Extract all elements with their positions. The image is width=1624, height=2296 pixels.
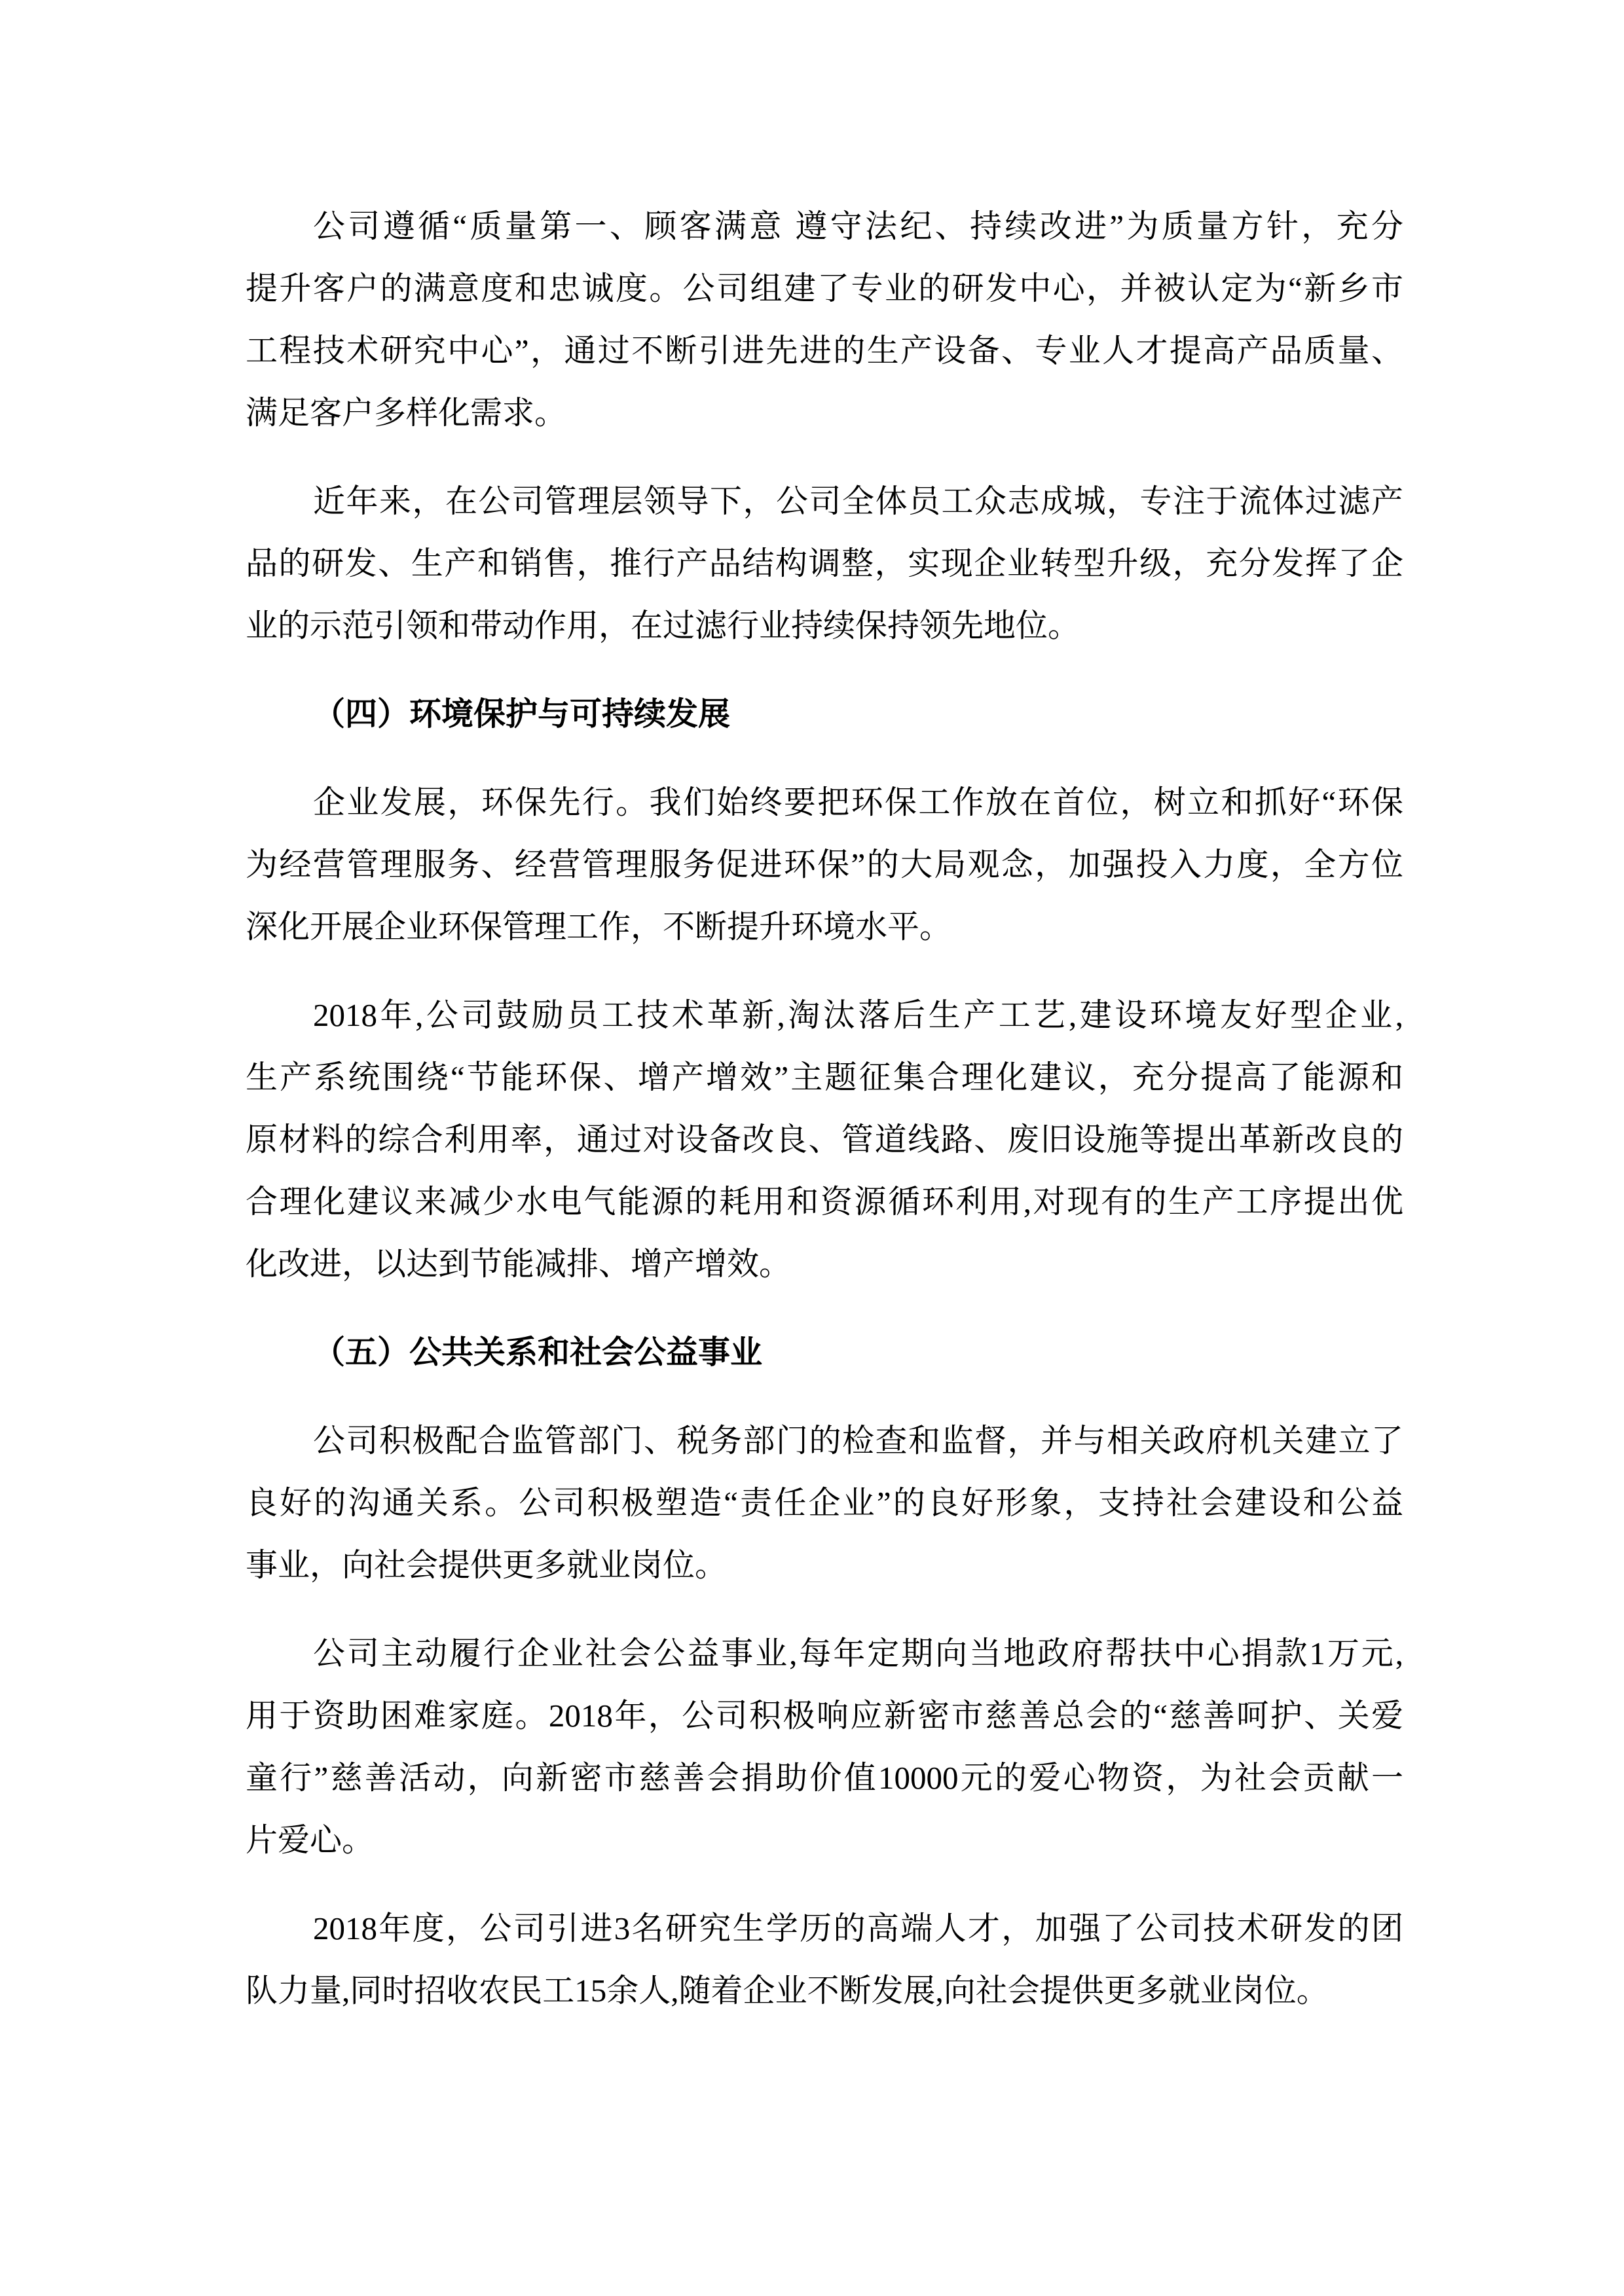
text-line: 生产系统围绕“节能环保、增产增效”主题征集合理化建议，充分提高了能源和 bbox=[246, 1059, 1403, 1095]
text-line: 事业，向社会提供更多就业岗位。 bbox=[246, 1547, 728, 1583]
text-line: 为经营管理服务、经营管理服务促进环保”的大局观念，加强投入力度，全方位 bbox=[246, 847, 1403, 883]
text-line: 业的示范引领和带动作用，在过滤行业持续保持领先地位。 bbox=[246, 608, 1080, 644]
section-heading: （四）环境保护与可持续发展 bbox=[313, 696, 731, 732]
text-line: 合理化建议来减少水电气能源的耗用和资源循环利用,对现有的生产工序提出优 bbox=[246, 1184, 1403, 1220]
paragraph bbox=[246, 1897, 1403, 2022]
text-line: 2018年度，公司引进3名研究生学历的高端人才，加强了公司技术研发的团 bbox=[313, 1910, 1403, 1946]
text-line: 2018年,公司鼓励员工技术革新,淘汰落后生产工艺,建设环境友好型企业, bbox=[313, 997, 1403, 1033]
text-line: 近年来，在公司管理层领导下，公司全体员工众志成城，专注于流体过滤产 bbox=[313, 483, 1403, 519]
paragraph bbox=[246, 1622, 1403, 1871]
text-line: 公司积极配合监管部门、税务部门的检查和监督，并与相关政府机关建立了 bbox=[313, 1423, 1403, 1459]
section-heading: （五）公共关系和社会公益事业 bbox=[313, 1334, 763, 1370]
paragraph bbox=[246, 1410, 1403, 1596]
paragraph bbox=[246, 195, 1403, 444]
text-line: 品的研发、生产和销售，推行产品结构调整，实现企业转型升级，充分发挥了企 bbox=[246, 545, 1403, 581]
text-line: 化改进，以达到节能减排、增产增效。 bbox=[246, 1246, 792, 1282]
text-line: 工程技术研究中心”，通过不断引进先进的生产设备、专业人才提高产品质量、 bbox=[246, 333, 1403, 369]
text-line: 片爱心。 bbox=[246, 1822, 375, 1858]
paragraph bbox=[246, 771, 1403, 958]
text-line: 企业发展，环保先行。我们始终要把环保工作放在首位，树立和抓好“环保 bbox=[313, 784, 1403, 820]
paragraph bbox=[246, 984, 1403, 1295]
text-line: 队力量,同时招收农民工15余人,随着企业不断发展,向社会提供更多就业岗位。 bbox=[246, 1973, 1329, 2009]
document-content bbox=[246, 195, 1403, 2048]
text-line: 用于资助困难家庭。2018年，公司积极响应新密市慈善总会的“慈善呵护、关爱 bbox=[246, 1698, 1403, 1734]
text-line: 原材料的综合利用率，通过对设备改良、管道线路、废旧设施等提出革新改良的 bbox=[246, 1121, 1403, 1157]
text-line: 公司遵循“质量第一、顾客满意 遵守法纪、持续改进”为质量方针，充分 bbox=[313, 208, 1403, 244]
text-line: 满足客户多样化需求。 bbox=[246, 395, 567, 431]
text-line: 良好的沟通关系。公司积极塑造“责任企业”的良好形象，支持社会建设和公益 bbox=[246, 1485, 1403, 1521]
paragraph bbox=[246, 470, 1403, 657]
text-line: 提升客户的满意度和忠诚度。公司组建了专业的研发中心，并被认定为“新乡市 bbox=[246, 270, 1403, 306]
text-line: 童行”慈善活动，向新密市慈善会捐助价值10000元的爱心物资，为社会贡献一 bbox=[246, 1760, 1403, 1796]
text-line: 深化开展企业环保管理工作，不断提升环境水平。 bbox=[246, 909, 952, 945]
text-line: 公司主动履行企业社会公益事业,每年定期向当地政府帮扶中心捐款1万元, bbox=[313, 1635, 1403, 1671]
